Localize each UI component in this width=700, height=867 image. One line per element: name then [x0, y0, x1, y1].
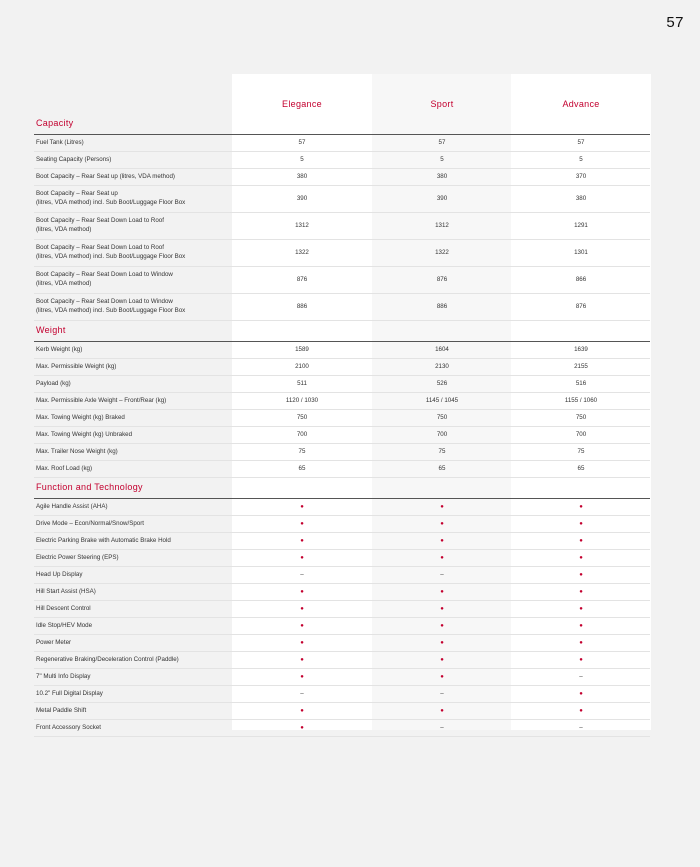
cell-advance: – — [579, 673, 583, 680]
row-label: Electric Power Steering (EPS) — [36, 554, 119, 561]
column-header-advance: Advance — [562, 99, 600, 109]
table-row — [34, 293, 650, 321]
cell-advance: 516 — [575, 380, 587, 387]
standard-feature-dot-icon: ● — [300, 554, 304, 561]
cell-advance: 5 — [579, 156, 583, 163]
standard-feature-dot-icon: ● — [300, 673, 304, 680]
standard-feature-dot-icon: ● — [300, 605, 304, 612]
table-row — [34, 549, 650, 567]
cell-elegance: 876 — [296, 276, 308, 283]
cell-sport: 876 — [436, 276, 448, 283]
row-label: Max. Permissible Axle Weight – Front/Rear (kg) — [36, 397, 167, 404]
cell-sport — [372, 583, 512, 600]
cell-elegance: 5 — [300, 156, 304, 163]
cell-elegance: – — [300, 690, 304, 697]
table-row — [34, 702, 650, 720]
cell-advance — [511, 617, 651, 634]
cell-advance — [511, 600, 651, 617]
cell-elegance — [232, 702, 372, 719]
table-row — [34, 651, 650, 669]
cell-elegance: 1589 — [295, 346, 309, 353]
row-label: Drive Mode – Econ/Normal/Snow/Sport — [36, 520, 144, 527]
row-label: Max. Trailer Nose Weight (kg) — [36, 448, 118, 455]
standard-feature-dot-icon: ● — [300, 520, 304, 527]
row-label: Boot Capacity – Rear Seat up (litres, VDA method) — [36, 173, 175, 180]
cell-advance — [511, 532, 651, 549]
row-label: Electric Parking Brake with Automatic Brake Hold — [36, 537, 171, 544]
row-label: Metal Paddle Shift — [36, 707, 87, 714]
table-row — [34, 634, 650, 652]
table-row — [34, 409, 650, 427]
cell-sport: 886 — [436, 303, 448, 310]
row-label: Boot Capacity – Rear Seat Down Load to Roof (litres, VDA method) incl. Sub Boot/Luggage Floor Box — [36, 244, 186, 260]
standard-feature-dot-icon: ● — [440, 520, 444, 527]
standard-feature-dot-icon: ● — [300, 656, 304, 663]
table-row — [34, 617, 650, 635]
table-row — [34, 566, 650, 584]
cell-advance: 2155 — [574, 363, 588, 370]
cell-sport: 1312 — [435, 222, 449, 229]
cell-advance: 380 — [575, 195, 587, 202]
cell-advance: 700 — [575, 431, 587, 438]
table-row — [34, 443, 650, 461]
standard-feature-dot-icon: ● — [300, 639, 304, 646]
row-label: Max. Permissible Weight (kg) — [36, 363, 117, 370]
cell-sport — [372, 515, 512, 532]
table-row — [34, 358, 650, 376]
table-row — [34, 151, 650, 169]
cell-sport — [372, 702, 512, 719]
cell-elegance: 511 — [297, 380, 307, 387]
cell-elegance: 57 — [298, 139, 306, 146]
standard-feature-dot-icon: ● — [579, 503, 583, 510]
cell-sport — [372, 668, 512, 685]
table-row — [34, 185, 650, 213]
standard-feature-dot-icon: ● — [579, 537, 583, 544]
cell-elegance: – — [300, 571, 304, 578]
cell-elegance — [232, 600, 372, 617]
row-label: Hill Descent Control — [36, 605, 91, 612]
row-label: Agile Handle Assist (AHA) — [36, 503, 108, 510]
standard-feature-dot-icon: ● — [440, 673, 444, 680]
cell-advance — [511, 685, 651, 702]
cell-advance: 370 — [575, 173, 587, 180]
cell-elegance — [232, 583, 372, 600]
table-row — [34, 426, 650, 444]
row-label: Max. Towing Weight (kg) Unbraked — [36, 431, 133, 438]
cell-advance — [511, 515, 651, 532]
standard-feature-dot-icon: ● — [440, 554, 444, 561]
cell-elegance — [232, 515, 372, 532]
row-label: Power Meter — [36, 639, 72, 646]
column-header-sport: Sport — [430, 99, 454, 109]
standard-feature-dot-icon: ● — [579, 690, 583, 697]
cell-elegance — [232, 617, 372, 634]
cell-elegance — [232, 719, 372, 736]
table-row — [34, 392, 650, 410]
cell-sport — [372, 600, 512, 617]
cell-advance — [511, 702, 651, 719]
table-row — [34, 600, 650, 618]
cell-sport — [372, 617, 512, 634]
cell-sport — [372, 651, 512, 668]
standard-feature-dot-icon: ● — [300, 707, 304, 714]
table-row — [34, 668, 650, 686]
cell-sport — [372, 532, 512, 549]
cell-elegance — [232, 532, 372, 549]
table-row — [34, 266, 650, 294]
cell-advance — [511, 498, 651, 515]
row-label: Head Up Display — [36, 571, 83, 578]
row-label: Kerb Weight (kg) — [36, 346, 83, 353]
standard-feature-dot-icon: ● — [579, 588, 583, 595]
standard-feature-dot-icon: ● — [579, 571, 583, 578]
cell-sport: 1322 — [435, 249, 449, 256]
section-header — [34, 318, 650, 342]
cell-elegance: 2100 — [295, 363, 309, 370]
cell-elegance: 1312 — [295, 222, 309, 229]
row-label: Boot Capacity – Rear Seat Down Load to Window (litres, VDA method) incl. Sub Boot/Luggage Floor Box — [36, 298, 186, 314]
table-row — [34, 583, 650, 601]
standard-feature-dot-icon: ● — [579, 622, 583, 629]
standard-feature-dot-icon: ● — [440, 537, 444, 544]
cell-advance — [511, 583, 651, 600]
standard-feature-dot-icon: ● — [440, 639, 444, 646]
standard-feature-dot-icon: ● — [579, 656, 583, 663]
column-header-elegance: Elegance — [282, 99, 322, 109]
row-label: Regenerative Braking/Deceleration Control (Paddle) — [36, 656, 179, 663]
cell-sport: 380 — [436, 173, 448, 180]
cell-advance: 876 — [575, 303, 587, 310]
row-label: Fuel Tank (Litres) — [36, 139, 84, 146]
cell-advance: – — [579, 724, 583, 731]
row-label: 10.2" Full Digital Display — [36, 690, 103, 697]
cell-sport: 75 — [438, 448, 446, 455]
row-label: Front Accessory Socket — [36, 724, 101, 731]
row-label: Boot Capacity – Rear Seat up (litres, VDA method) incl. Sub Boot/Luggage Floor Box — [36, 190, 186, 206]
standard-feature-dot-icon: ● — [440, 605, 444, 612]
cell-elegance: 390 — [296, 195, 308, 202]
cell-elegance: 65 — [298, 465, 306, 472]
row-label: Max. Towing Weight (kg) Braked — [36, 414, 125, 421]
cell-elegance: 886 — [296, 303, 308, 310]
cell-sport — [372, 634, 512, 651]
table-row — [34, 239, 650, 267]
table-row — [34, 685, 650, 703]
standard-feature-dot-icon: ● — [300, 588, 304, 595]
cell-elegance: 1322 — [295, 249, 309, 256]
standard-feature-dot-icon: ● — [440, 707, 444, 714]
table-row — [34, 341, 650, 359]
table-row — [34, 498, 650, 516]
cell-advance: 1639 — [574, 346, 588, 353]
standard-feature-dot-icon: ● — [579, 520, 583, 527]
row-label: Hill Start Assist (HSA) — [36, 588, 96, 595]
cell-elegance — [232, 498, 372, 515]
row-label: Payload (kg) — [36, 380, 71, 387]
cell-sport: 2130 — [435, 363, 449, 370]
cell-sport: 57 — [438, 139, 446, 146]
cell-elegance: 75 — [298, 448, 306, 455]
cell-advance: 1301 — [574, 249, 588, 256]
standard-feature-dot-icon: ● — [579, 639, 583, 646]
cell-elegance — [232, 668, 372, 685]
standard-feature-dot-icon: ● — [579, 605, 583, 612]
table-row — [34, 532, 650, 550]
page-number: 57 — [666, 14, 684, 31]
cell-elegance: 700 — [296, 431, 308, 438]
section-title: Capacity — [36, 118, 74, 128]
cell-advance — [511, 566, 651, 583]
table-row — [34, 134, 650, 152]
section-header — [34, 110, 650, 135]
table-row — [34, 168, 650, 186]
standard-feature-dot-icon: ● — [440, 588, 444, 595]
row-label: Idle Stop/HEV Mode — [36, 622, 93, 629]
standard-feature-dot-icon: ● — [440, 622, 444, 629]
cell-sport: 65 — [438, 465, 446, 472]
standard-feature-dot-icon: ● — [300, 724, 304, 731]
row-label: Boot Capacity – Rear Seat Down Load to Roof (litres, VDA method) — [36, 217, 164, 233]
cell-sport: – — [440, 724, 444, 731]
standard-feature-dot-icon: ● — [300, 537, 304, 544]
section-title: Function and Technology — [36, 482, 143, 492]
cell-advance: 866 — [575, 276, 587, 283]
cell-advance: 1291 — [574, 222, 588, 229]
cell-advance — [511, 549, 651, 566]
table-row — [34, 515, 650, 533]
standard-feature-dot-icon: ● — [579, 707, 583, 714]
section-header — [34, 474, 650, 499]
cell-advance — [511, 651, 651, 668]
cell-sport: – — [440, 690, 444, 697]
cell-sport: 700 — [436, 431, 448, 438]
cell-sport: 5 — [440, 156, 444, 163]
cell-advance: 65 — [577, 465, 585, 472]
cell-sport — [372, 549, 512, 566]
cell-elegance: 750 — [296, 414, 308, 421]
cell-sport: – — [440, 571, 444, 578]
standard-feature-dot-icon: ● — [579, 554, 583, 561]
cell-sport: 1145 / 1045 — [425, 397, 459, 404]
table-row — [34, 212, 650, 240]
standard-feature-dot-icon: ● — [440, 503, 444, 510]
cell-elegance — [232, 549, 372, 566]
cell-advance — [511, 634, 651, 651]
section-title: Weight — [36, 325, 66, 335]
row-label: 7" Multi Info Display — [36, 673, 91, 680]
table-row — [34, 719, 650, 737]
standard-feature-dot-icon: ● — [440, 656, 444, 663]
cell-sport: 750 — [436, 414, 448, 421]
cell-advance: 750 — [575, 414, 587, 421]
cell-advance: 57 — [577, 139, 585, 146]
row-label: Max. Roof Load (kg) — [36, 465, 93, 472]
standard-feature-dot-icon: ● — [300, 503, 304, 510]
standard-feature-dot-icon: ● — [300, 622, 304, 629]
cell-elegance — [232, 634, 372, 651]
row-label: Boot Capacity – Rear Seat Down Load to Window (litres, VDA method) — [36, 271, 173, 287]
cell-sport — [372, 498, 512, 515]
cell-elegance: 1120 / 1030 — [285, 397, 319, 404]
cell-sport: 390 — [436, 195, 448, 202]
cell-sport: 526 — [436, 380, 448, 387]
cell-elegance: 380 — [296, 173, 308, 180]
cell-advance: 75 — [577, 448, 585, 455]
row-label: Seating Capacity (Persons) — [36, 156, 112, 163]
table-row — [34, 375, 650, 393]
cell-elegance — [232, 651, 372, 668]
cell-sport: 1604 — [435, 346, 449, 353]
cell-advance: 1155 / 1060 — [564, 397, 598, 404]
